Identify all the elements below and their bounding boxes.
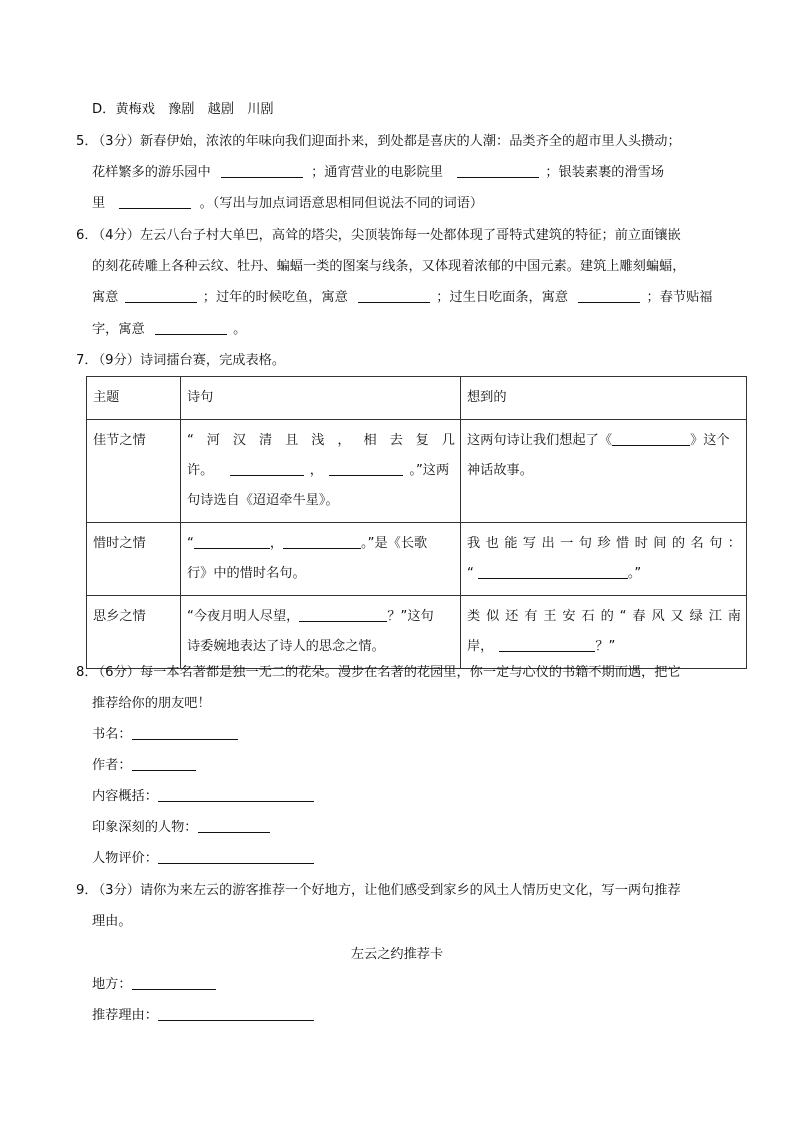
table-row xyxy=(87,596,747,669)
q5-number: 5． xyxy=(76,134,98,149)
thought-line: 神话故事。 xyxy=(467,463,533,478)
thought-text: ？” xyxy=(595,639,616,654)
row-theme: 佳节之情 xyxy=(87,420,181,523)
thought-text: 》这个 xyxy=(690,433,730,448)
poem-text: “今夜月明人尽望， xyxy=(187,609,300,624)
thought-text: 。” xyxy=(627,566,642,581)
field-label: 地方： xyxy=(92,977,132,992)
row-poem-cell xyxy=(181,596,461,669)
place-blank[interactable] xyxy=(132,975,216,990)
summary-blank[interactable] xyxy=(158,787,314,802)
q9-number: 9． xyxy=(76,883,98,898)
q5-line2-c: ；银装素裹的滑雪场 xyxy=(545,165,665,180)
field-place xyxy=(92,975,216,995)
thought-text: 这两句诗让我们想起了《 xyxy=(467,433,613,448)
q6-line4-b: 。 xyxy=(233,322,247,337)
q5-line2-b: ；通宵营业的电影院里 xyxy=(311,165,443,180)
poem-blank[interactable] xyxy=(299,607,387,622)
row-poem-cell xyxy=(181,420,461,523)
poem-line xyxy=(187,602,455,632)
poem-text: 许。 xyxy=(187,463,214,478)
field-label: 作者： xyxy=(92,758,132,773)
poem-blank[interactable] xyxy=(230,461,304,476)
q5-blank-amusement-park[interactable] xyxy=(221,163,303,178)
row-thoughts-cell xyxy=(461,420,747,523)
q6-line3-a: 寓意 xyxy=(92,290,119,305)
thought-line xyxy=(467,559,741,589)
q6-line3 xyxy=(92,288,712,308)
row-theme: 思乡之情 xyxy=(87,596,181,669)
q4-option-d: D．黄梅戏 豫剧 越剧 川剧 xyxy=(92,102,274,117)
recommend-card-title: 左云之约推荐卡 xyxy=(350,947,444,962)
q6-blank-fish[interactable] xyxy=(358,288,430,303)
q6-blank-fu[interactable] xyxy=(155,320,227,335)
thought-line: 我也能写出一句珍惜时间的名句： xyxy=(467,536,741,551)
q6-blank-bat[interactable] xyxy=(125,288,197,303)
field-character xyxy=(92,818,270,838)
poem-line: “河汉清且浅，相去复几 xyxy=(187,433,455,448)
field-reason xyxy=(92,1006,314,1026)
book-title-blank[interactable] xyxy=(132,725,238,740)
q6-number: 6． xyxy=(76,228,98,243)
q5-line2 xyxy=(92,163,664,183)
poem-text: “ xyxy=(187,536,194,551)
table-row xyxy=(87,523,747,596)
q6-blank-noodles[interactable] xyxy=(578,288,640,303)
q6-line3-d: ；春节贴福 xyxy=(646,290,713,305)
q5-blank-cinema[interactable] xyxy=(457,163,539,178)
poem-line: 诗委婉地表达了诗人的思念之情。 xyxy=(187,639,385,654)
q5-blank-ski-resort[interactable] xyxy=(119,194,191,209)
table-row xyxy=(87,420,747,523)
q5-line3 xyxy=(92,194,483,214)
field-label: 人物评价： xyxy=(92,851,158,866)
q5-line2-a: 花样繁多的游乐园中 xyxy=(92,165,211,180)
row-thoughts-cell xyxy=(461,523,747,596)
myth-blank[interactable] xyxy=(612,431,690,446)
field-character-review xyxy=(92,849,314,869)
author-blank[interactable] xyxy=(132,756,196,771)
q9-line2: 理由。 xyxy=(92,914,132,929)
header-thoughts: 想到的 xyxy=(461,377,747,420)
poem-text: ？”这句 xyxy=(387,609,434,624)
table-header-row xyxy=(87,377,747,420)
thought-text: “ xyxy=(467,566,474,581)
reason-blank[interactable] xyxy=(158,1006,314,1021)
q8-line2: 推荐给你的朋友吧！ xyxy=(92,696,211,711)
character-blank[interactable] xyxy=(198,818,270,833)
poem-table xyxy=(86,376,747,669)
q7-number: 7． xyxy=(76,353,98,368)
q6-line4-a: 字，寓意 xyxy=(92,322,145,337)
field-author xyxy=(92,756,196,776)
poem-text: 。”是《长歌 xyxy=(361,536,428,551)
header-theme: 主题 xyxy=(87,377,181,420)
field-label: 印象深刻的人物： xyxy=(92,820,198,835)
poem-line xyxy=(187,529,455,559)
poem-line: 句诗选自《迢迢牵牛星》。 xyxy=(187,493,339,508)
field-summary xyxy=(92,787,314,807)
poem-blank[interactable] xyxy=(499,637,595,652)
q9-line1: （3分）请你为来左云的游客推荐一个好地方，让他们感受到家乡的风土人情历史文化，写一两句推荐 xyxy=(92,883,681,898)
q7-title: （9分）诗词擂台赛，完成表格。 xyxy=(92,353,286,368)
thought-line: 类似还有王安石的“春风又绿江南 xyxy=(467,609,741,624)
q5-line3-b: 。（写出与加点词语意思相同但说法不同的词语） xyxy=(199,196,484,211)
poem-line xyxy=(187,456,455,486)
field-book-title xyxy=(92,725,238,745)
q8-line1: （6分）每一本名著都是独一无二的花朵。漫步在名著的花园里，你一定与心仪的书籍不期而遇，把它 xyxy=(92,665,681,680)
q6-line2: 的刻花砖雕上各种云纹、牡丹、蝙蝠一类的图案与线条，又体现着浓郁的中国元素。建筑上雕刻蝙蝠， xyxy=(92,259,686,274)
thought-line xyxy=(467,426,741,456)
poem-text: ， xyxy=(269,536,284,551)
poem-line: 行》中的惜时名句。 xyxy=(187,566,306,581)
field-label: 书名： xyxy=(92,727,132,742)
row-theme: 惜时之情 xyxy=(87,523,181,596)
q5-line1: （3分）新春伊始，浓浓的年味向我们迎面扑来，到处都是喜庆的人潮：品类齐全的超市里人头攒动； xyxy=(92,134,681,149)
poem-text: ， xyxy=(309,463,323,478)
header-poem: 诗句 xyxy=(181,377,461,420)
poem-blank[interactable] xyxy=(194,534,270,549)
poem-text: 。”这两 xyxy=(409,463,450,478)
q8-number: 8． xyxy=(76,665,98,680)
time-quote-blank[interactable] xyxy=(478,564,628,579)
review-blank[interactable] xyxy=(158,849,314,864)
field-label: 内容概括： xyxy=(92,789,158,804)
q6-line4 xyxy=(92,320,246,340)
q6-line3-b: ；过年的时候吃鱼，寓意 xyxy=(202,290,348,305)
q5-line3-a: 里 xyxy=(92,196,106,211)
row-thoughts-cell xyxy=(461,596,747,669)
poem-blank[interactable] xyxy=(329,461,403,476)
thought-text: 岸， xyxy=(467,639,494,654)
poem-blank[interactable] xyxy=(283,534,361,549)
q6-line1: （4分）左云八台子村大单巴，高耸的塔尖，尖顶装饰每一处都体现了哥特式建筑的特征；前立面镶嵌 xyxy=(92,228,681,243)
row-poem-cell xyxy=(181,523,461,596)
q6-line3-c: ；过生日吃面条，寓意 xyxy=(436,290,569,305)
field-label: 推荐理由： xyxy=(92,1008,158,1023)
thought-line xyxy=(467,632,741,662)
